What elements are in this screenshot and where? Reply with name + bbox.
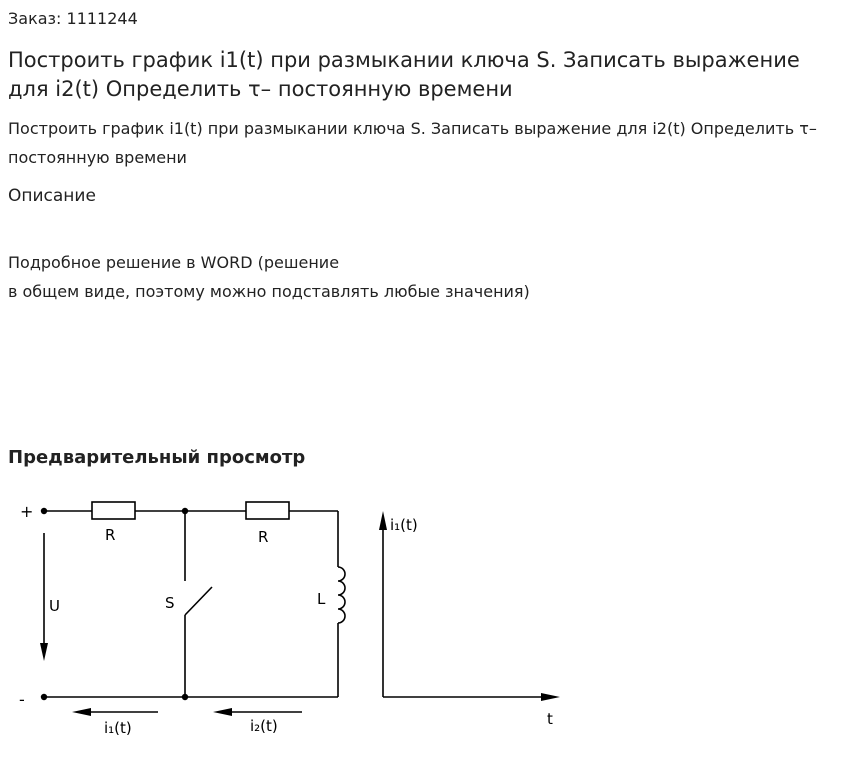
label-current-1: i₁(t): [104, 719, 132, 737]
resistor-2: [246, 502, 289, 519]
label-resistor-2: R: [258, 528, 269, 546]
voltage-arrowhead: [40, 643, 48, 661]
current2-arrowhead: [213, 708, 232, 716]
description-text: [8, 248, 708, 306]
label-graph-x: t: [547, 710, 553, 728]
graph-x-arrowhead: [541, 693, 560, 701]
label-current-2: i₂(t): [250, 717, 278, 735]
node-bottom: [182, 694, 188, 700]
description-line-1: Подробное решение в WORD (решение: [8, 253, 340, 272]
label-plus: +: [20, 502, 34, 521]
page-title: Построить график i1(t) при размыкании ключа S. Записать выражение для i2(t) Определить τ– постоянную времени: [8, 48, 800, 101]
switch-blade: [185, 587, 212, 615]
task-statement: Построить график i1(t) при размыкании ключа S. Записать выражение для i2(t) Определить τ– постоянную времени: [8, 119, 817, 167]
inductor-coil: [338, 567, 345, 623]
description-line-2: в общем виде, поэтому можно подставлять любые значения): [8, 282, 530, 301]
order-number: Заказ: 1111244: [8, 9, 138, 28]
node-top: [182, 508, 188, 514]
terminal-minus: [41, 694, 47, 700]
label-switch: S: [165, 594, 175, 612]
graph-y-arrowhead: [379, 511, 387, 530]
current1-arrowhead: [72, 708, 91, 716]
label-inductor: L: [317, 590, 326, 608]
label-resistor-1: R: [105, 526, 116, 544]
terminal-plus: [41, 508, 47, 514]
resistor-1: [92, 502, 135, 519]
preview-heading: Предварительный просмотр: [8, 447, 306, 468]
circuit-preview-image: [0, 490, 600, 750]
label-minus: -: [19, 690, 25, 709]
description-heading: Описание: [8, 186, 96, 206]
label-voltage: U: [49, 597, 60, 615]
circuit-diagram: [0, 490, 600, 750]
label-graph-y: i₁(t): [390, 516, 418, 534]
